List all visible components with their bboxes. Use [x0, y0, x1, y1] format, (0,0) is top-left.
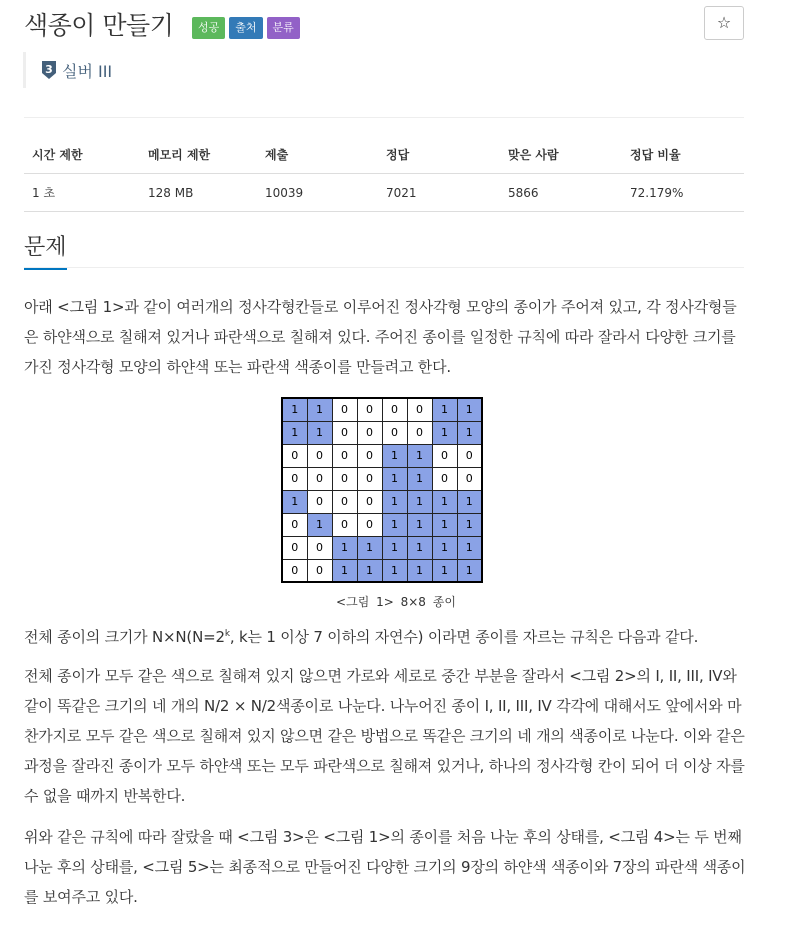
source-badge[interactable]: 출처: [229, 17, 262, 39]
grid-cell: 0: [282, 559, 307, 582]
grid-row: [282, 559, 482, 582]
grid-cell: 0: [432, 444, 457, 467]
section-title: 문제: [24, 230, 67, 270]
grid-cell: 1: [407, 490, 432, 513]
figure-1-grid: [281, 397, 483, 583]
grid-cell: 1: [332, 559, 357, 582]
grid-cell: 1: [307, 421, 332, 444]
grid-cell: 1: [432, 513, 457, 536]
grid-cell: 1: [382, 467, 407, 490]
grid-cell: 0: [357, 490, 382, 513]
grid-cell: 1: [407, 467, 432, 490]
grid-cell: 1: [457, 513, 482, 536]
grid-cell: 1: [432, 398, 457, 421]
tier-label: 실버 III: [62, 61, 113, 81]
grid-cell: 1: [432, 536, 457, 559]
grid-cell: 1: [407, 536, 432, 559]
tier-badge-icon: [40, 60, 58, 80]
grid-cell: 0: [332, 467, 357, 490]
value-accepted[interactable]: 7021: [378, 174, 500, 212]
grid-row: [282, 513, 482, 536]
grid-row: [282, 421, 482, 444]
grid-cell: 0: [357, 467, 382, 490]
grid-cell: 1: [432, 421, 457, 444]
exponent-k: k: [224, 629, 230, 639]
grid-cell: 1: [382, 536, 407, 559]
grid-cell: 1: [407, 444, 432, 467]
paper-size-text: 전체 종이의 크기가 N×N(N=2: [24, 628, 225, 646]
problem-description-paragraph-1: 아래 <그림 1>과 같이 여러개의 정사각형칸들로 이루어진 정사각형 모양의 종이가 주어져 있고, 각 정사각형들은 하얀색으로 칠해져 있거나 파란색으로 칠해져 있다. 주어진 종이를 일정한 규칙에 따라 잘라서 다양한 크기를 가진 정사각형 모양의 하얀색 또는 파란색 색종이를 만들려고 한다.: [24, 298, 737, 376]
grid-cell: 0: [357, 444, 382, 467]
grid-cell: 0: [382, 398, 407, 421]
header-time-limit: 시간 제한: [24, 140, 140, 174]
grid-cell: 0: [307, 490, 332, 513]
grid-cell: 1: [382, 559, 407, 582]
header-solvers: 맞은 사람: [500, 140, 622, 174]
problem-description-paragraph-3: 전체 종이가 모두 같은 색으로 칠해져 있지 않으면 가로와 세로로 중간 부분을 잘라서 <그림 2>의 I, II, III, IV와 같이 똑같은 크기의 네 개의 N/2 × N/2색종이로 나눈다. 나누어진 종이 I, II, III, IV 각각에 대해서도 앞에서와 마찬가지로 모두 같은 색으로 칠해져 있지 않으면 같은 방법으로 똑같은 크기의 네 개의 색종이로 나눈다. 이와 같은 과정을 잘라진 종이가 모두 하얀색 또는 모두 파란색으로 칠해져 있거나, 하나의 정사각형 칸이 되어 더 이상 자를 수 없을 때까지 반복한다.: [24, 667, 745, 805]
value-memory-limit: 128 MB: [140, 174, 257, 212]
grid-cell: 1: [457, 490, 482, 513]
grid-cell: 0: [332, 490, 357, 513]
grid-cell: 1: [457, 421, 482, 444]
grid-cell: 0: [307, 444, 332, 467]
value-submissions[interactable]: 10039: [257, 174, 378, 212]
grid-cell: 0: [457, 444, 482, 467]
grid-cell: 1: [457, 559, 482, 582]
grid-row: [282, 467, 482, 490]
grid-cell: 0: [332, 398, 357, 421]
grid-cell: 1: [407, 559, 432, 582]
grid-cell: 1: [357, 559, 382, 582]
grid-cell: 1: [407, 513, 432, 536]
tier-number: 3: [45, 63, 53, 76]
header-memory-limit: 메모리 제한: [140, 140, 257, 174]
grid-cell: 0: [407, 398, 432, 421]
value-time-limit: 1 초: [24, 174, 140, 212]
grid-cell: 0: [282, 513, 307, 536]
problem-title: 색종이 만들기: [24, 11, 174, 40]
grid-cell: 0: [382, 421, 407, 444]
value-solvers[interactable]: 5866: [500, 174, 622, 212]
header-accepted: 정답: [378, 140, 500, 174]
grid-row: [282, 536, 482, 559]
grid-cell: 1: [382, 490, 407, 513]
figure-1-caption: <그림 1> 8×8 종이: [336, 595, 456, 609]
grid-cell: 1: [282, 490, 307, 513]
grid-cell: 0: [332, 444, 357, 467]
grid-cell: 1: [282, 421, 307, 444]
grid-row: [282, 490, 482, 513]
problem-description-paragraph-2: [24, 622, 746, 652]
grid-cell: 1: [382, 513, 407, 536]
grid-cell: 1: [332, 536, 357, 559]
grid-cell: 1: [282, 398, 307, 421]
grid-cell: 0: [357, 421, 382, 444]
grid-cell: 1: [357, 536, 382, 559]
grid-cell: 1: [432, 559, 457, 582]
grid-cell: 1: [457, 536, 482, 559]
info-value-row: [24, 174, 744, 212]
grid-row: [282, 444, 482, 467]
grid-cell: 0: [457, 467, 482, 490]
grid-cell: 0: [307, 536, 332, 559]
value-accept-ratio: 72.179%: [622, 174, 744, 212]
grid-cell: 0: [357, 513, 382, 536]
tier-indicator[interactable]: [23, 52, 112, 88]
grid-cell: 1: [307, 398, 332, 421]
grid-cell: 0: [332, 513, 357, 536]
problem-description-paragraph-4: 위와 같은 규칙에 따라 잘랐을 때 <그림 3>은 <그림 1>의 종이를 처음 나눈 후의 상태를, <그림 4>는 두 번째 나눈 후의 상태를, <그림 5>는 최종적으로 만들어진 다양한 크기의 9장의 하얀색 색종이와 7장의 파란색 색종이를 보여주고 있다.: [24, 828, 746, 906]
grid-cell: 1: [432, 490, 457, 513]
problem-header: [24, 4, 744, 44]
divider: [24, 117, 744, 118]
grid-cell: 1: [307, 513, 332, 536]
grid-cell: 0: [407, 421, 432, 444]
paper-size-text-rest: , k는 1 이상 7 이하의 자연수) 이라면 종이를 자르는 규칙은 다음과 같다.: [229, 628, 699, 646]
favorite-star-button[interactable]: ☆: [704, 6, 744, 40]
header-submissions: 제출: [257, 140, 378, 174]
grid-cell: 0: [432, 467, 457, 490]
success-badge[interactable]: 성공: [192, 17, 225, 39]
grid-cell: 0: [282, 444, 307, 467]
grid-cell: 0: [307, 559, 332, 582]
badge-group: [192, 17, 300, 39]
category-badge[interactable]: 분류: [267, 17, 300, 39]
grid-cell: 0: [282, 467, 307, 490]
problem-info-table: [24, 140, 744, 212]
grid-cell: 1: [457, 398, 482, 421]
header-accept-ratio: 정답 비율: [622, 140, 744, 174]
grid-cell: 1: [382, 444, 407, 467]
problem-section-header: [24, 230, 744, 268]
grid-cell: 0: [307, 467, 332, 490]
grid-row: [282, 398, 482, 421]
grid-cell: 0: [282, 536, 307, 559]
info-header-row: [24, 140, 744, 174]
grid-cell: 0: [357, 398, 382, 421]
grid-cell: 0: [332, 421, 357, 444]
